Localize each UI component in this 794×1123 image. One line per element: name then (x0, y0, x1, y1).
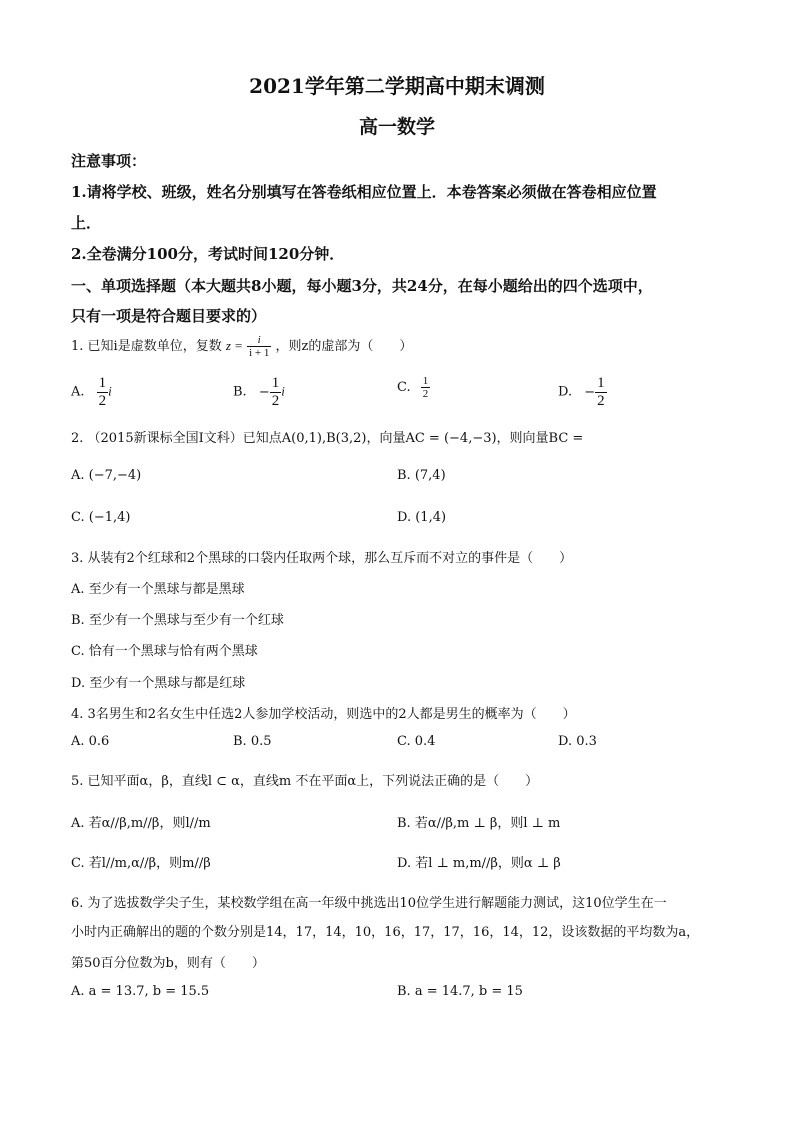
question-1-option-a[interactable]: A. $\frac{1}{2}$ i (71, 375, 112, 409)
question-4-option-a[interactable]: A. 0.6 (71, 734, 110, 749)
question-1-stem: 1. 已知i是虚数单位，复数 z = $\frac{i}{i + 1}$ ，则z的虚部为（ ） (71, 334, 413, 360)
exam-title: 2021学年第二学期高中期末调测 (249, 74, 545, 98)
question-4-option-b[interactable]: B. 0.5 (233, 734, 272, 749)
question-1-option-c[interactable]: C. $\frac{1}{2}$ (397, 375, 429, 401)
question-2-option-a[interactable]: A. (−7,−4) (71, 468, 142, 483)
notes-item2: 2.全卷满分100分，考试时间120分钟． (71, 245, 345, 263)
question-5-option-b[interactable]: B. 若α//β,m ⊥ β，则l ⊥ m (397, 816, 561, 831)
question-6-option-b[interactable]: B. a = 14.7, b = 15 (397, 984, 523, 999)
question-1-option-d[interactable]: D. − $\frac{1}{2}$ (558, 375, 605, 409)
question-5-option-d[interactable]: D. 若l ⊥ m,m//β，则α ⊥ β (397, 856, 561, 871)
question-1-fraction: $\frac{i}{i + 1}$ (249, 334, 270, 360)
question-4-option-d[interactable]: D. 0.3 (558, 734, 597, 749)
section1-heading-line1: 一、单项选择题（本大题共8小题，每小题3分，共24分，在每小题给出的四个选项中， (71, 277, 653, 295)
question-5-option-c[interactable]: C. 若l//m,α//β，则m//β (71, 856, 211, 871)
notes-item1-line1: 1.请将学校、班级，姓名分别填写在答卷纸相应位置上．本卷答案必须做在答卷相应位置 (71, 183, 657, 201)
question-2-option-b[interactable]: B. (7,4) (397, 468, 446, 483)
question-5-option-a[interactable]: A. 若α//β,m//β，则l//m (71, 816, 211, 831)
question-3-option-b[interactable]: B. 至少有一个黑球与至少有一个红球 (71, 613, 284, 628)
question-2-stem: 2. （2015新课标全国Ⅰ文科）已知点A(0,1),B(3,2)，向量AC = (−4,−3)，则向量BC = (71, 431, 584, 446)
question-6-stem-line3: 第50百分位数为b，则有（ ） (71, 956, 265, 971)
question-4-stem: 4. 3名男生和2名女生中任选2人参加学校活动，则选中的2人都是男生的概率为（ ） (71, 707, 576, 722)
notes-heading: 注意事项： (71, 152, 147, 170)
question-3-option-c[interactable]: C. 恰有一个黑球与恰有两个黑球 (71, 644, 258, 659)
exam-subtitle: 高一数学 (358, 116, 435, 138)
question-5-stem: 5. 已知平面α，β，直线l ⊂ α，直线m 不在平面α上，下列说法正确的是（ ） (71, 774, 539, 789)
section1-heading-line2: 只有一项是符合题目要求的） (71, 307, 267, 325)
question-3-stem: 3. 从装有2个红球和2个黑球的口袋内任取两个球，那么互斥而不对立的事件是（ ） (71, 551, 573, 566)
question-3-option-a[interactable]: A. 至少有一个黑球与都是黑球 (71, 582, 245, 597)
question-1-option-b[interactable]: B. − $\frac{1}{2}$ i (233, 375, 285, 409)
question-6-stem-line2: 小时内正确解出的题的个数分别是14，17，14，10，16，17，17，16，14，12，设该数据的平均数为a， (71, 925, 700, 940)
question-2-option-d[interactable]: D. (1,4) (397, 510, 447, 525)
question-6-stem-line1: 6. 为了选拔数学尖子生，某校数学组在高一年级中挑选出10位学生进行解题能力测试，这10位学生在一 (71, 896, 667, 911)
question-3-option-d[interactable]: D. 至少有一个黑球与都是红球 (71, 676, 246, 691)
question-4-option-c[interactable]: C. 0.4 (397, 734, 436, 749)
question-6-option-a[interactable]: A. a = 13.7, b = 15.5 (71, 984, 210, 999)
notes-item1-line2: 上． (71, 214, 102, 232)
question-2-option-c[interactable]: C. (−1,4) (71, 510, 131, 525)
